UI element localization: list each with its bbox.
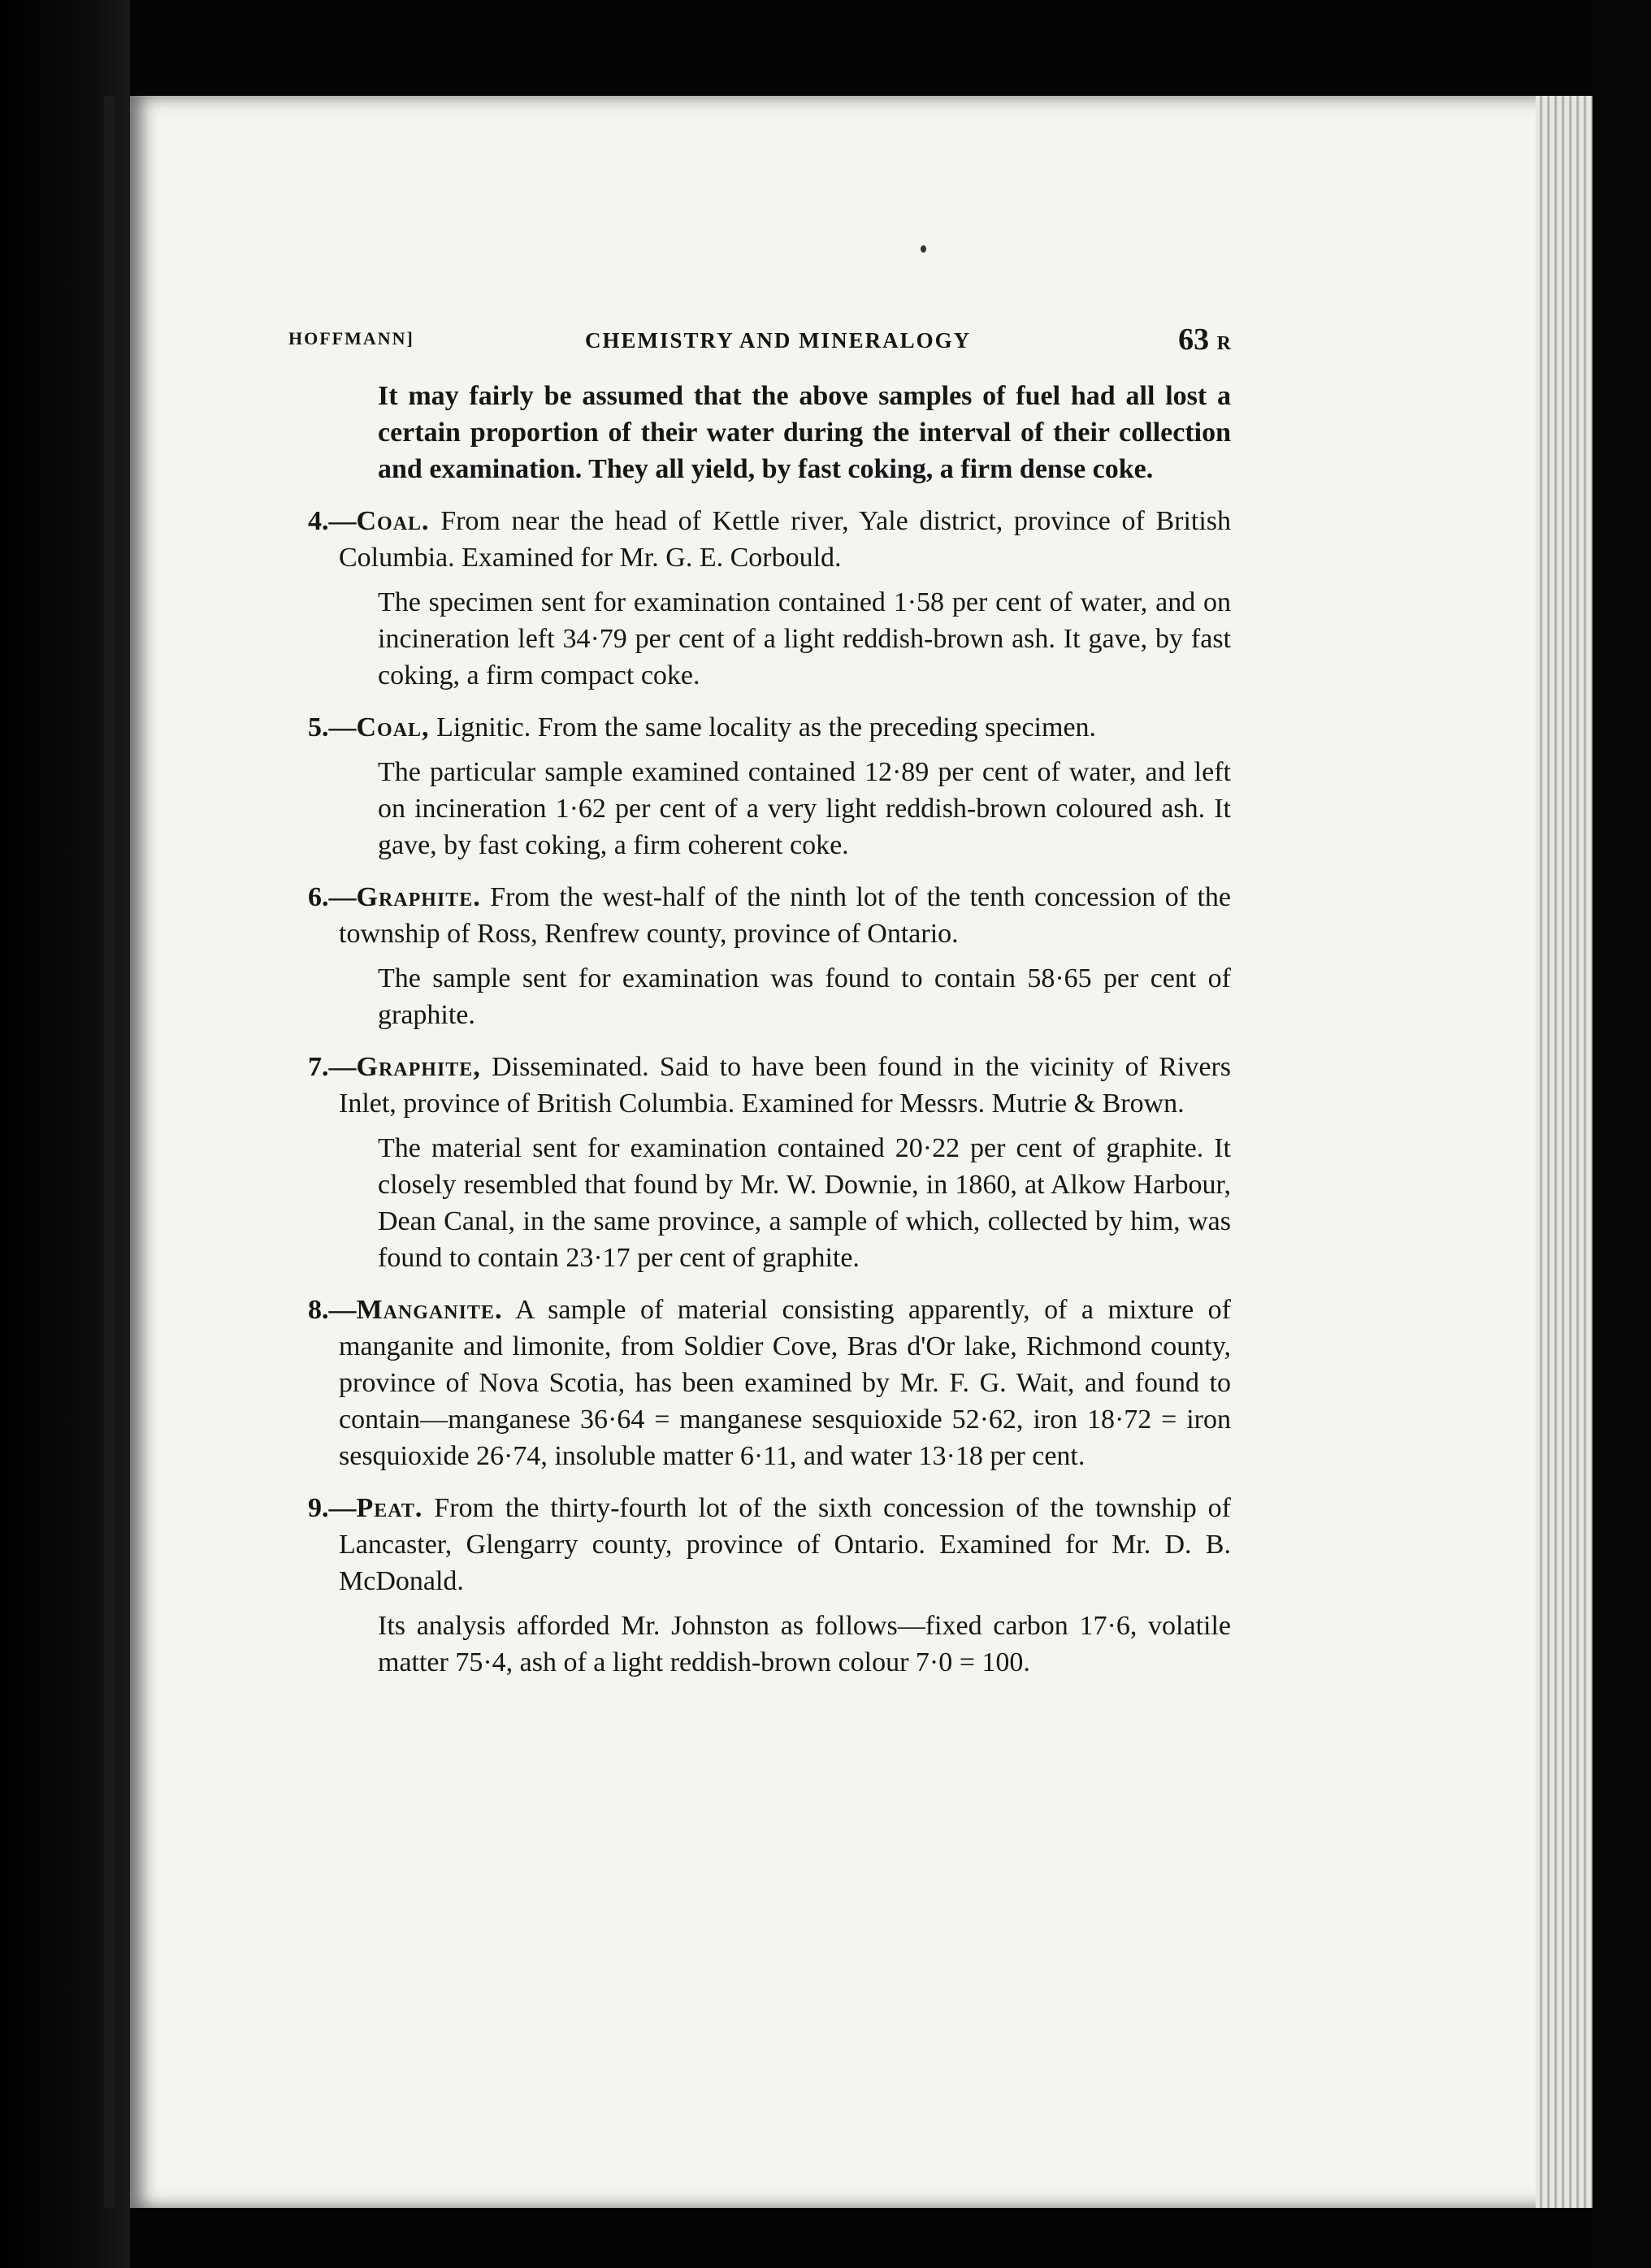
entry-number: 5.— [308, 712, 357, 742]
entry-title: Peat. [356, 1493, 423, 1523]
entry-6-body: The sample sent for examination was found to contain 58·65 per cent of graphite. [378, 963, 1231, 1030]
entry-9-heading [276, 1490, 1231, 1599]
page-body [309, 378, 1231, 1681]
header-page-number [1178, 322, 1231, 357]
ink-speck [921, 245, 926, 253]
entry-title: Coal, [356, 712, 430, 742]
entry-text: From the thirty-fourth lot of the sixth concession of the township of Lancaster, Glengarry county, province of Ontario. Examined for Mr. D. B. McDonald. [339, 1493, 1231, 1596]
entry-title: Graphite. [356, 882, 481, 912]
entry-6-heading [276, 879, 1231, 952]
page-suffix: R [1216, 333, 1231, 354]
page-stack-edge [1536, 96, 1592, 2208]
entry-number: 4.— [308, 506, 357, 536]
entry-text: Lignitic. From the same locality as the preceding specimen. [436, 712, 1097, 742]
entry-5-body: The particular sample examined contained 12·89 per cent of water, and left on incineration 1·62 per cent of a very light reddish-brown coloured ash. It gave, by fast coking, a firm coherent coke. [378, 757, 1231, 860]
entry-text: Disseminated. Said to have been found in the vicinity of Rivers Inlet, province of British Columbia. Examined for Messrs. Mutrie & Brown. [339, 1052, 1231, 1119]
entry-number: 8.— [308, 1295, 357, 1325]
scan-dark-border-right [1592, 0, 1651, 2268]
entry-number: 7.— [308, 1052, 357, 1082]
running-header [288, 322, 1231, 367]
header-author: HOFFMANN] [288, 328, 414, 348]
entry-text: A sample of material consisting apparently, of a mixture of manganite and limonite, from Soldier Cove, Bras d'Or lake, Richmond county, province of Nova Scotia, has been examined by Mr. F. G. Wait, and found to contain—manganese 36·64 = manganese sesquioxide 52·62, iron 18·72 = iron sesquioxide 26·74, insoluble matter 6·11, and water 13·18 per cent. [339, 1295, 1231, 1471]
page-number: 63 [1178, 322, 1210, 357]
entry-title: Coal. [356, 506, 430, 536]
entry-5-heading [276, 709, 1231, 746]
page-binding-shadow [104, 96, 115, 2208]
entry-7-heading [276, 1049, 1231, 1122]
entry-title: Graphite, [356, 1052, 481, 1082]
entry-title: Manganite. [356, 1295, 503, 1325]
entry-8-heading [276, 1292, 1231, 1474]
entry-text: From near the head of Kettle river, Yale district, province of British Columbia. Examined for Mr. G. E. Corbould. [339, 506, 1232, 573]
entry-number: 9.— [308, 1493, 357, 1523]
entry-4-body: The specimen sent for examination contained 1·58 per cent of water, and on incineration left 34·79 per cent of a light reddish-brown ash. It gave, by fast coking, a firm compact coke. [378, 587, 1231, 690]
intro-paragraph: It may fairly be assumed that the above samples of fuel had all lost a certain proportion of their water during the interval of their collection and examination. They all yield, by fast coking, a firm dense coke. [378, 381, 1231, 484]
entry-text: From the west-half of the ninth lot of the tenth concession of the township of Ross, Renfrew county, province of Ontario. [339, 882, 1232, 949]
entry-9-body: Its analysis afforded Mr. Johnston as follows—fixed carbon 17·6, volatile matter 75·4, ash of a light reddish-brown colour 7·0 = 100. [378, 1611, 1231, 1677]
entry-number: 6.— [308, 882, 357, 912]
entry-7-body: The material sent for examination contained 20·22 per cent of graphite. It closely resembled that found by Mr. W. Downie, in 1860, at Alkow Harbour, Dean Canal, in the same province, a sample of which, collected by him, was found to contain 23·17 per cent of graphite. [378, 1133, 1231, 1273]
header-title: CHEMISTRY AND MINERALOGY [585, 328, 972, 353]
entry-4-heading [276, 503, 1231, 576]
